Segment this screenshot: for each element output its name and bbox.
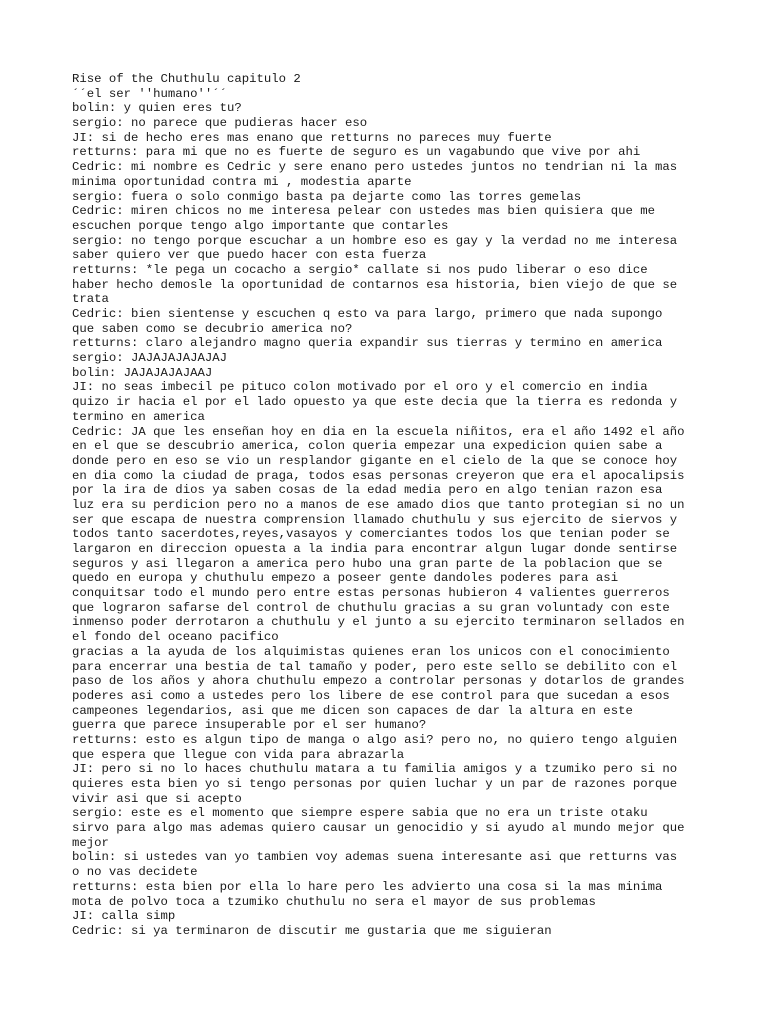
text-line: que lograron safarse del control de chuthulu gracias a su gran voluntady con este xyxy=(72,600,670,615)
text-line: en dia como la ciudad de praga, todos esas personas creyeron que era el apocalipsis xyxy=(72,468,685,483)
text-line: bolin: JAJAJAJAJAAJ xyxy=(72,365,213,380)
text-line: largaron en direccion opuesta a la india para encontrar algun lugar donde sentirse xyxy=(72,542,678,556)
text-line: en el que se descubrio america, colon queria empezar una expedicion quien sabe a xyxy=(72,439,663,454)
document-body xyxy=(72,72,702,939)
text-line: paso de los años y ahora chuthulu empezo a controlar personas y dotarlos de grandes xyxy=(72,674,685,689)
text-line: trata xyxy=(72,292,109,307)
text-line: para encerrar una bestia de tal tamaño y poder, pero este sello se debilito con el xyxy=(72,659,678,674)
text-line: sergio: no tengo porque escuchar a un hombre eso es gay y la verdad no me interesa xyxy=(72,233,678,248)
text-line: Cedric: JA que les enseñan hoy en dia en la escuela niñitos, era el año 1492 el año xyxy=(72,424,685,439)
text-line: gracias a la ayuda de los alquimistas quienes eran los unicos con el conocimiento xyxy=(72,644,670,659)
text-line: el fondo del oceano pacifico xyxy=(72,630,279,645)
text-line: luz era su perdicion pero no a manos de ese amado dios que tanto protegian si no un xyxy=(72,497,685,512)
text-line: que saben como se decubrio america no? xyxy=(72,321,353,336)
text-line: retturns: esto es algun tipo de manga o algo asi? pero no, no quiero tengo alguien xyxy=(72,732,678,747)
text-line: escuchen porque tengo algo importante que contarles xyxy=(72,218,449,233)
text-line: sergio: fuera o solo conmigo basta pa dejarte como las torres gemelas xyxy=(72,189,582,204)
text-line: Cedric: si ya terminaron de discutir me gustaria que me siguieran xyxy=(72,923,552,938)
text-line: JI: si de hecho eres mas enano que retturns no pareces muy fuerte xyxy=(72,130,552,145)
text-line: saber quiero ver que puedo hacer con esta fuerza xyxy=(72,248,427,263)
text-line: retturns: *le pega un cocacho a sergio* callate si nos pudo liberar o eso dice xyxy=(72,262,648,277)
text-line: todos tanto sacerdotes,reyes,vasayos y comerciantes todos los que tenian poder se xyxy=(72,527,670,542)
text-line: quieres esta bien yo si tengo personas por quien luchar y un par de razones porque xyxy=(72,777,678,791)
text-line: quizo ir hacia el por el lado opuesto ya que este decia que la tierra es redonda y xyxy=(72,395,678,410)
text-line: minima oportunidad contra mi , modestia aparte xyxy=(72,174,412,189)
text-line: inmenso poder derrotaron a chuthulu y el junto a su ejercito terminaron sellados en xyxy=(72,615,685,630)
text-line: retturns: para mi que no es fuerte de seguro es un vagabundo que vive por ahi xyxy=(72,145,641,160)
text-line: bolin: y quien eres tu? xyxy=(72,101,242,116)
text-line: bolin: si ustedes van yo tambien voy ademas suena interesante asi que retturns vas xyxy=(72,850,678,865)
text-line: o no vas decidete xyxy=(72,865,198,880)
text-line: sergio: JAJAJAJAJAJAJ xyxy=(72,351,227,366)
text-line: seguros y asi llegaron a america pero hubo una gran parte de la poblacion que se xyxy=(72,556,663,571)
text-line: sirvo para algo mas ademas quiero causar un genocidio y si ayudo al mundo mejor que xyxy=(72,821,685,836)
text-line: sergio: este es el momento que siempre espere sabia que no era un triste otaku xyxy=(72,806,648,821)
text-line: guerra que parece insuperable por el ser humano? xyxy=(72,718,427,733)
text-line: que espera que llegue con vida para abrazarla xyxy=(72,747,405,762)
text-line: mota de polvo toca a tzumiko chuthulu no sera el mayor de sus problemas xyxy=(72,894,596,909)
text-line: termino en america xyxy=(72,409,205,424)
text-line: JI: calla simp xyxy=(72,909,176,924)
text-line: sergio: no parece que pudieras hacer eso xyxy=(72,116,368,131)
text-line: JI: no seas imbecil pe pituco colon motivado por el oro y el comercio en india xyxy=(72,380,648,395)
text-line: Cedric: mi nombre es Cedric y sere enano pero ustedes juntos no tendrian ni la mas xyxy=(72,160,678,175)
text-line: ser que escapa de nuestra comprension llamado chuthulu y sus ejercito de siervos y xyxy=(72,512,678,527)
text-line: JI: pero si no lo haces chuthulu matara a tu familia amigos y a tzumiko pero si no xyxy=(72,762,678,777)
text-line: Cedric: bien sientense y escuchen q esto va para largo, primero que nada supongo xyxy=(72,307,663,321)
text-line: por la ira de dios ya saben cosas de la edad media pero en algo tenian razon esa xyxy=(72,483,663,498)
text-line: donde pero en eso se vio un resplandor gigante en el cielo de la que se conoce hoy xyxy=(72,453,678,468)
text-line: mejor xyxy=(72,835,109,850)
text-line: Cedric: miren chicos no me interesa pelear con ustedes mas bien quisiera que me xyxy=(72,204,655,219)
text-line: retturns: claro alejandro magno queria expandir sus tierras y termino en america xyxy=(72,336,663,351)
text-line: campeones legendarios, asi que me dicen son capaces de dar la altura en este xyxy=(72,703,633,718)
text-line: conquitsar todo el mundo pero entre estas personas hubieron 4 valientes guerreros xyxy=(72,586,670,601)
text-line: retturns: esta bien por ella lo hare pero les advierto una cosa si la mas minima xyxy=(72,879,663,894)
text-line: Rise of the Chuthulu capitulo 2 xyxy=(72,72,301,86)
text-line: haber hecho demosle la oportunidad de contarnos esa historia, bien viejo de que se xyxy=(72,277,678,292)
text-line: quedo en europa y chuthulu empezo a poseer gente dandoles poderes para asi xyxy=(72,571,619,586)
text-line: vivir asi que si acepto xyxy=(72,791,242,806)
text-line: poderes asi como a ustedes pero los libere de ese control para que sucedan a esos xyxy=(72,688,670,703)
text-line: ´´el ser ''humano''´´ xyxy=(72,86,227,101)
